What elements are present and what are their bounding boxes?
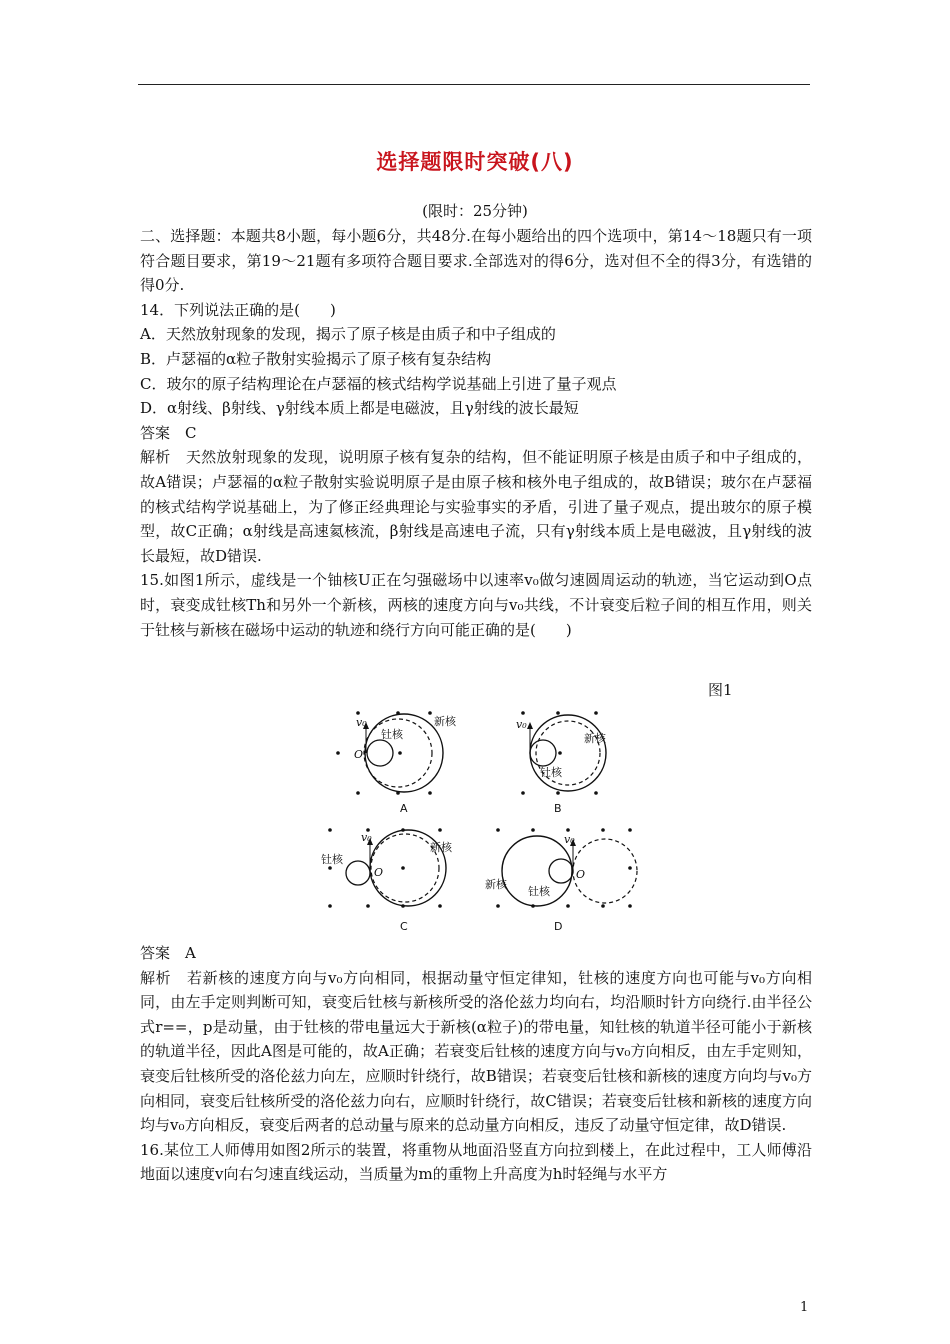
main-content: [140, 224, 812, 642]
q14-option-b: B．卢瑟福的α粒子散射实验揭示了原子核有复杂结构: [140, 349, 492, 368]
c-new-label: 新核: [430, 841, 452, 854]
q15-stem: 15.如图1所示，虚线是一个铀核U正在匀强磁场中以速率v₀做匀速圆周运动的轨迹，当它运动到O点时，衰变成钍核Th和另外一个新核，两核的速度方向与v₀共线，不计衰变后粒子间的相互作用，则关于钍核与新核在磁场中运动的轨迹和绕行方向可能正确的是( ): [140, 571, 812, 639]
c-o-label: O: [374, 866, 384, 879]
q14-stem: 14．下列说法正确的是( ): [140, 300, 336, 319]
c-v0-label: v₀: [361, 831, 372, 844]
q14-option-a: A．天然放射现象的发现，揭示了原子核是由质子和中子组成的: [140, 325, 556, 344]
a-new-label: 新核: [434, 715, 456, 728]
b-thorium-label: 钍核: [540, 766, 562, 779]
figure-1: [318, 708, 638, 938]
q14-option-c: C．玻尔的原子结构理论在卢瑟福的核式结构学说基础上引进了量子观点: [140, 374, 617, 393]
q15-analysis: 解析 若新核的速度方向与v₀方向相同，根据动量守恒定律知，钍核的速度方向也可能与v₀方向相同，由左手定则判断可知，衰变后钍核与新核所受的洛伦兹力均向右，均沿顺时针方向绕行.由半径公式r==，p是动量，由于钍核的带电量远大于新核(α粒子)的带电量，知钍核的轨道半径可能小于新核的轨道半径，因此A图是可能的，故A正确；若衰变后钍核的速度方向与v₀方向相反，由左手定则知，衰变后钍核所受的洛伦兹力向左，应顺时针绕行，故B错误；若衰变后钍核和新核的速度方向均与v₀方向相同，衰变后钍核所受的洛伦兹力向右，应顺时针绕行，故C错误；若衰变后钍核和新核的速度方向均与v₀方向相反，衰变后两者的总动量与原来的总动量方向相反，违反了动量守恒定律，故D错误.: [140, 968, 812, 1135]
d-caption: D: [554, 920, 563, 933]
q16-stem: 16.某位工人师傅用如图2所示的装置，将重物从地面沿竖直方向拉到楼上，在此过程中，工人师傅沿地面以速度v向右匀速直线运动，当质量为m的重物上升高度为h时轻绳与水平方: [140, 1140, 812, 1184]
a-o-label: O: [354, 748, 364, 761]
q14-analysis: 解析 天然放射现象的发现，说明原子核有复杂的结构，但不能证明原子核是由质子和中子组成的，故A错误；卢瑟福的α粒子散射实验说明原子是由原子核和核外电子组成的，故B错误；玻尔在卢瑟福的核式结构学说基础上，为了修正经典理论与实验事实的矛盾，引进了量子观点，提出玻尔的原子模型，故C正确；α射线是高速氦核流，β射线是高速电子流，只有γ射线本质上是电磁波，且γ射线的波长最短，故D错误.: [140, 448, 812, 565]
diagram-b: [516, 715, 607, 815]
diagram-c: [321, 830, 453, 933]
b-caption: B: [554, 802, 562, 815]
q14-option-d: D．α射线、β射线、γ射线本质上都是电磁波，且γ射线的波长最短: [140, 399, 579, 418]
page-title: 选择题限时突破(八): [376, 150, 574, 174]
diagram-d: [485, 833, 637, 933]
time-limit: (限时：25分钟): [422, 202, 528, 220]
q14-answer: 答案 C: [140, 423, 197, 442]
a-v0-label: v₀: [356, 716, 367, 729]
a-caption: A: [400, 802, 408, 815]
q15-answer: 答案 A: [140, 944, 196, 962]
c-thorium-label: 钍核: [321, 853, 343, 866]
header-rule: [138, 84, 810, 85]
d-o-label: O: [576, 868, 586, 881]
a-thorium-label: 钍核: [381, 728, 403, 741]
c-caption: C: [400, 920, 408, 933]
figure-label: 图1: [708, 681, 733, 699]
section-intro: 二、选择题：本题共8小题，每小题6分，共48分.在每小题给出的四个选项中，第14～18题只有一项符合题目要求，第19～21题有多项符合题目要求.全部选对的得6分，选对但不全的得3分，有选错的得0分.: [140, 227, 812, 295]
d-thorium-label: 钍核: [528, 885, 550, 898]
b-new-label: 新核: [584, 732, 606, 745]
after-figure-content: [140, 941, 812, 1187]
page-number: 1: [800, 1300, 809, 1315]
d-v0-label: v₀: [564, 833, 575, 846]
b-v0-label: v₀: [516, 718, 527, 731]
d-new-label: 新核: [485, 878, 507, 891]
diagram-a: [354, 714, 457, 815]
